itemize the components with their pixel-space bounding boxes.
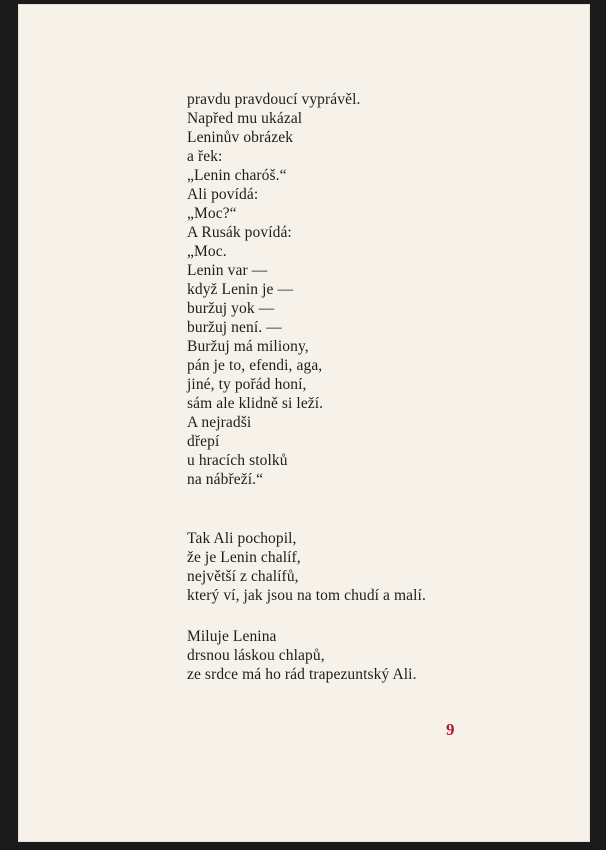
poem-line: „Lenin charóš.“ [187, 167, 287, 184]
poem-line: Leninův obrázek [187, 129, 294, 146]
poem-line: Miluje Lenina [187, 628, 277, 645]
poem-line: Tak Ali pochopil, [187, 530, 297, 547]
poem-line: Buržuj má miliony, [187, 338, 309, 355]
poem-line: pán je to, efendi, aga, [187, 357, 323, 374]
poem-line: Lenin var — [187, 262, 268, 279]
poem-line: buržuj yok — [187, 300, 275, 317]
poem-line: ze srdce má ho rád trapezuntský Ali. [187, 666, 417, 683]
poem-line: a řek: [187, 148, 223, 165]
poem-line: dřepí [187, 433, 220, 450]
stanza-1 [187, 90, 360, 489]
poem-line: největší z chalífů, [187, 568, 299, 585]
poem-line: na nábřeží.“ [187, 471, 264, 488]
poem-line: A Rusák povídá: [187, 224, 292, 241]
stanza-3 [187, 627, 417, 684]
poem-line: u hracích stolků [187, 452, 288, 469]
book-page [18, 4, 590, 842]
poem-line: když Lenin je — [187, 281, 294, 298]
poem-line: pravdu pravdoucí vyprávěl. [187, 91, 361, 108]
page-number: 9 [446, 720, 455, 739]
poem-line: drsnou láskou chlapů, [187, 647, 325, 664]
poem-line: Ali povídá: [187, 186, 259, 203]
poem-line: Napřed mu ukázal [187, 110, 303, 127]
stanza-2 [187, 529, 426, 605]
poem-line: který ví, jak jsou na tom chudí a malí. [187, 587, 426, 604]
poem-line: jiné, ty pořád honí, [187, 376, 307, 393]
poem-line: že je Lenin chalíf, [187, 549, 301, 566]
poem-line: „Moc. [187, 243, 227, 260]
poem-line: A nejradši [187, 414, 252, 431]
poem-line: buržuj není. — [187, 319, 282, 336]
poem-line: sám ale klidně si leží. [187, 395, 324, 412]
poem-line: „Moc?“ [187, 205, 237, 222]
